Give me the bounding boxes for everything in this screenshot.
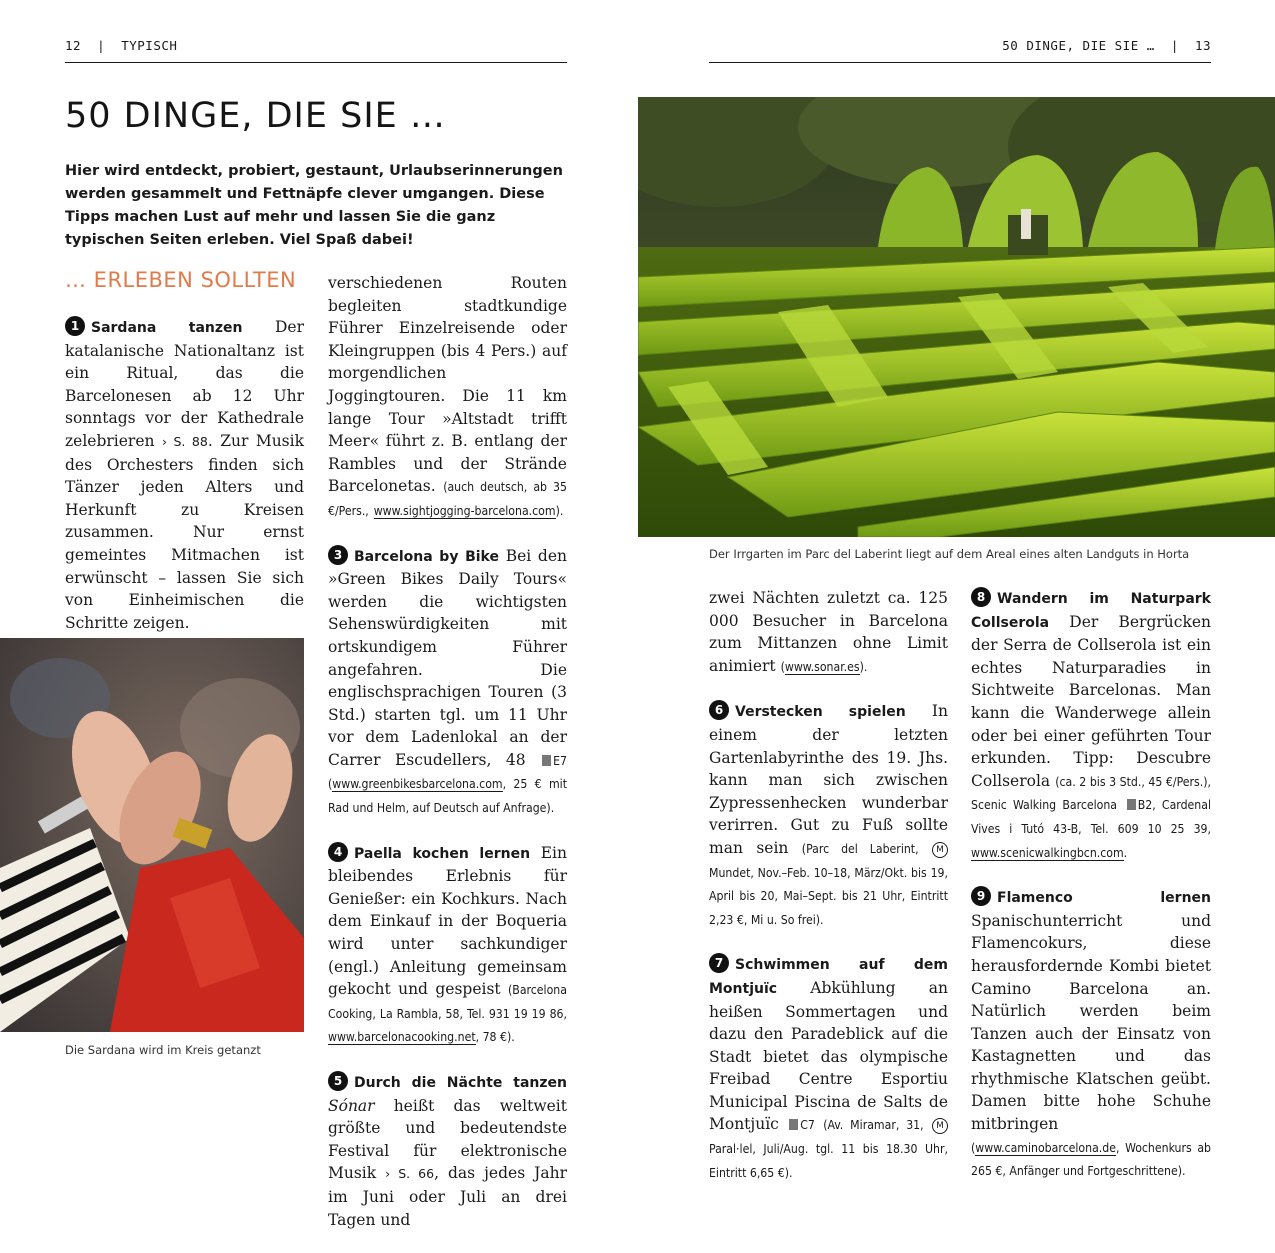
running-head-right: 50 DINGE, DIE SIE … xyxy=(1002,38,1155,53)
tip-title: Schwimmen auf dem Montjuïc xyxy=(709,957,948,997)
web-link[interactable]: www.sonar.es xyxy=(784,659,860,674)
running-head-left: TYPISCH xyxy=(121,38,178,53)
tip-4: 4 Paella kochen lernen Ein bleibendes Erlebnis für Genießer: ein Kochkurs. Nach dem Einkauf in der Boqueria wird unter sachkundiger (engl.) Anleitung gemeinsam gekocht und gespeist (Barcelona Cooking, La Rambla, 58, Tel. 931 19 19 86, www.barcelonacooking.net, 78 €). xyxy=(328,843,567,1045)
tip-title: Verstecken spielen xyxy=(735,704,906,721)
map-grid-ref: B2 xyxy=(1137,798,1153,813)
map-icon xyxy=(1127,799,1136,810)
maze-photo xyxy=(638,97,1275,537)
page-header-left: 12 | TYPISCH xyxy=(65,38,178,53)
number-badge: 3 xyxy=(328,545,348,565)
tip-7: 7 Schwimmen auf dem Montjuïc Abkühlung an heißen Sommertagen und dazu den Paradeblick auf die Stadt bietet das olympische Freibad Centre Esportiu Municipal Piscina de Salts de Montjuïc C7 (Av. Miramar, 31, M Paral·lel, Juli/Aug. tgl. 11 bis 18.30 Uhr, Eintritt 6,65 €). xyxy=(709,953,948,1184)
number-badge: 7 xyxy=(709,953,729,973)
tip-title: Sardana tanzen xyxy=(91,320,243,336)
web-link[interactable]: www.scenicwalkingbcn.com xyxy=(971,845,1124,860)
number-badge: 4 xyxy=(328,842,348,862)
maze-illustration xyxy=(638,97,1275,537)
map-icon xyxy=(789,1119,798,1130)
page-header-right: 50 DINGE, DIE SIE … | 13 xyxy=(1002,38,1211,53)
tip-title: Wandern im Naturpark Collserola xyxy=(971,591,1211,631)
tip-6: 6 Verstecken spielen In einem der letzten Gartenlabyrinthe des 19. Jhs. kann man sich zwischen Zypressenhecken wunderbar verirren. Gut zu Fuß sollte man sein (Parc del Laberint, M Mundet, Nov.–Feb. 10–18, März/Okt. bis 19, April bis 20, Mai–Sept. bis 21 Uhr, Eintritt 2,23 €, Mi u. So frei). xyxy=(709,702,948,927)
dance-photo xyxy=(0,638,304,1032)
page-title: 50 DINGE, DIE SIE … xyxy=(65,96,446,136)
tip-title: Barcelona by Bike xyxy=(354,548,499,565)
map-grid-ref: C7 xyxy=(800,1118,815,1133)
text-column-4 xyxy=(971,587,1211,1205)
dance-photo-caption: Die Sardana wird im Kreis getanzt xyxy=(65,1043,261,1057)
metro-icon: M xyxy=(932,842,948,858)
web-link[interactable]: www.sightjogging-barcelona.com xyxy=(373,503,556,518)
tip-8: 8 Wandern im Naturpark Collserola Der Bergrücken der Serra de Collserola ist ein echtes Naturparadies in Sichtweite Barcelonas. Man kann die Wanderwege allein oder bei einer geführten Tour erkunden. Tipp: Descubre Collserola (ca. 2 bis 3 Std., 45 €/Pers.), Scenic Walking Barcelona B2, Cardenal Vives i Tutó 43-B, Tel. 609 10 25 39, www.scenicwalkingbcn.com. xyxy=(971,587,1211,864)
web-link[interactable]: www.greenbikesbarcelona.com xyxy=(332,777,503,792)
map-grid-ref: E7 xyxy=(553,753,567,768)
page-reference-link[interactable]: › S. 66 xyxy=(385,1166,435,1182)
page-number-left: 12 xyxy=(65,38,82,53)
tip-title: Durch die Nächte tanzen xyxy=(354,1075,567,1091)
number-badge: 9 xyxy=(971,886,991,906)
tip-title: Flamenco lernen xyxy=(997,890,1211,907)
page-number-right: 13 xyxy=(1194,38,1211,53)
text-column-3 xyxy=(709,587,948,1206)
text-column-2 xyxy=(328,272,567,1253)
header-rule-left xyxy=(65,62,567,63)
maze-photo-caption: Der Irrgarten im Parc del Laberint liegt auf dem Areal eines alten Landguts in Horta xyxy=(709,547,1190,561)
web-link[interactable]: www.barcelonacooking.net xyxy=(328,1030,476,1045)
tip-3: 3 Barcelona by Bike Bei den »Green Bikes Daily Tours« werden die wichtigsten Sehenswürdigkeiten mit ortskundigem Führer angefahren. Die englischsprachigen Touren (3 Std.) starten tgl. um 11 Uhr vor dem Ladenlokal an der Carrer Escudellers, 48 E7 (www.greenbikesbarcelona.com, 25 € mit Rad und Helm, auf Deutsch auf Anfrage). xyxy=(328,546,567,816)
number-badge: 8 xyxy=(971,587,991,607)
tip-9: 9 Flamenco lernen Spanischunterricht und Flamencokurs, diese herausfordernde Kombi bietet Camino Barcelona an. Natürlich werden beim Tanzen auch der Einsatz von Kastagnetten und das rhythmische Klatschen geübt. Damen bitte hohe Schuhe mitbringen (www.caminobarcelona.de, Wochenkurs ab 265 €, Anfänger und Fortgeschrittene). xyxy=(971,886,1211,1183)
tip-2-continued: verschiedenen Routen begleiten stadtkundige Führer Einzelreisende oder Kleingruppen (bis 4 Pers.) auf morgendlichen Joggingtouren. Die 11 km lange Tour »Altstadt trifft Meer« führt z. B. entlang der Rambles und der Strände Barcelonetas. (auch deutsch, ab 35 €/Pers., www.sightjogging-barcelona.com). xyxy=(328,274,567,518)
number-badge: 6 xyxy=(709,700,729,720)
tip-5: 5 Durch die Nächte tanzen Sónar heißt das weltweit größte und bedeutendste Festival für elektronische Musik › S. 66, das jedes Jahr im Juni oder Juli an drei Tagen und xyxy=(328,1071,567,1231)
tip-1: 1 Sardana tanzen Der katalanische Nationaltanz ist ein Ritual, das die Barcelonesen ab 12 Uhr sonntags vor der Kathedrale zelebrieren › S. 88. Zur Musik des Orchesters finden sich Tänzer jeden Alters und Herkunft zu Kreisen zusammen. Nur ernst gemeintes Mitmachen ist erwünscht – lassen Sie sich von Einheimischen die Schritte zeigen. xyxy=(65,318,304,632)
tip-5-continued: zwei Nächten zuletzt ca. 125 000 Besucher in Barcelona zum Mittanzen ohne Limit animiert (www.sonar.es). xyxy=(709,589,948,675)
number-badge: 5 xyxy=(328,1071,348,1091)
section-heading: … ERLEBEN SOLLTEN xyxy=(65,268,297,292)
tip-title: Paella kochen lernen xyxy=(354,845,531,862)
map-icon xyxy=(542,755,551,766)
metro-icon: M xyxy=(932,1118,948,1134)
number-badge: 1 xyxy=(65,316,85,336)
header-rule-right xyxy=(709,62,1211,63)
page-reference-link[interactable]: › S. 88 xyxy=(161,433,208,449)
dance-illustration xyxy=(0,638,304,1032)
web-link[interactable]: www.caminobarcelona.de xyxy=(975,1140,1116,1155)
intro-text: Hier wird entdeckt, probiert, gestaunt, Urlaubserinnerungen werden gesammelt und Fettnäpfe clever umgangen. Diese Tipps machen Lust auf mehr und lassen Sie die ganz typischen Seiten erleben. Viel Spaß dabei! xyxy=(65,163,563,248)
